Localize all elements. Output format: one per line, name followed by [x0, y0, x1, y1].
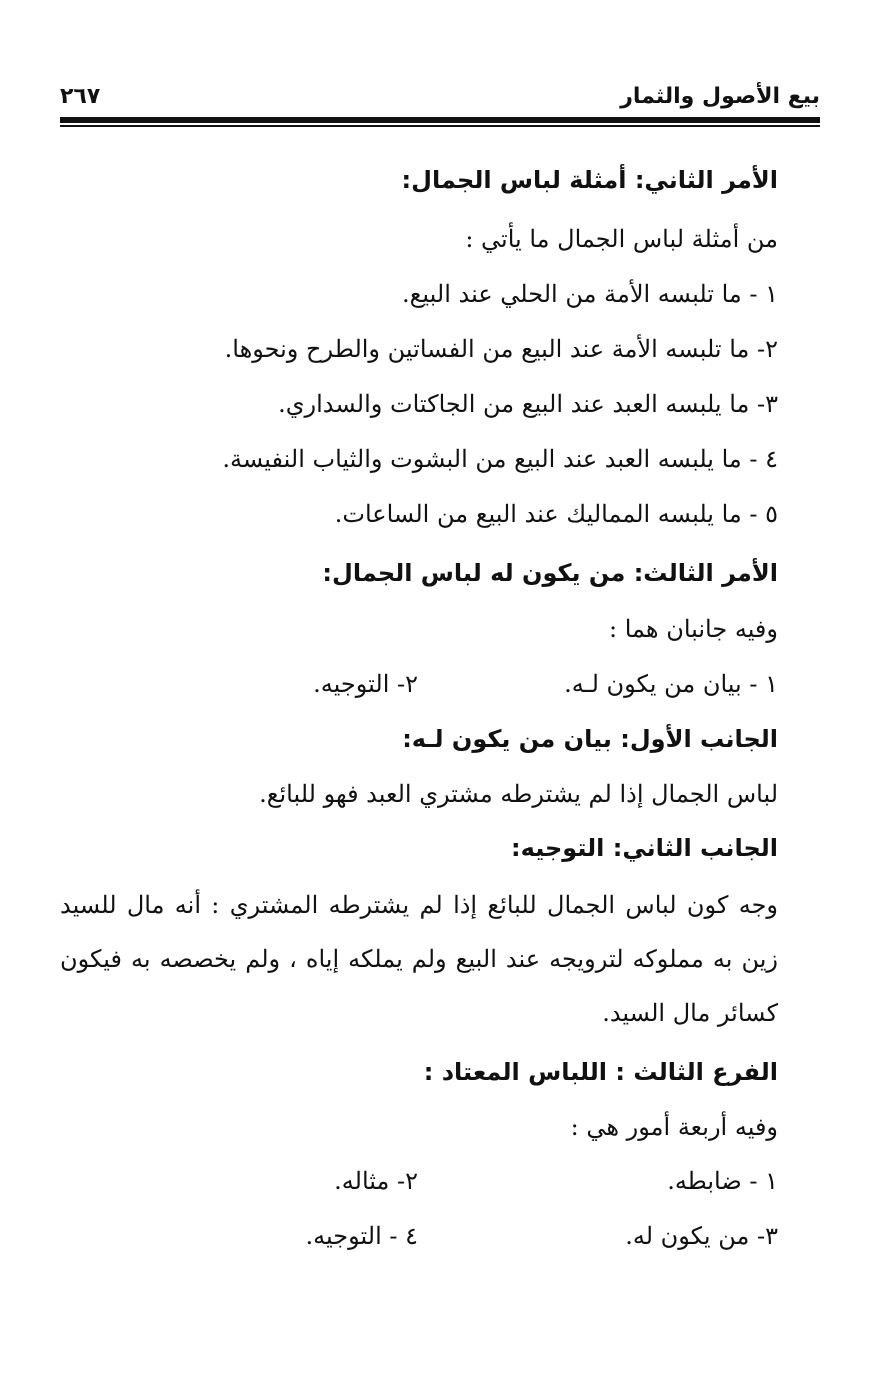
section2-intro: من أمثلة لباس الجمال ما يأتي : [465, 225, 778, 253]
side2-text: وجه كون لباس الجمال للبائع إذا لم يشترطه المشتري : أنه مال للسيد زين به مملوكه لترويجه عند البيع ولم يملكه إياه ، ولم يخصصه به فيكون كسائر مال السيد. [60, 891, 778, 1027]
running-title: بيع الأصول والثمار [620, 84, 820, 109]
branch3-row-2 [258, 1219, 778, 1253]
branch3-intro: وفيه أربعة أمور هي : [570, 1113, 778, 1141]
aspects-row [258, 667, 778, 701]
list-item: ٣- ما يلبسه العبد عند البيع من الجاكتات والسداري. [278, 390, 778, 418]
side2-heading: الجانب الثاني: التوجيه: [511, 834, 778, 862]
section2-heading: الأمر الثاني: أمثلة لباس الجمال: [401, 166, 778, 194]
section3-intro: وفيه جانبان هما : [609, 615, 778, 643]
section3-heading: الأمر الثالث: من يكون له لباس الجمال: [322, 559, 778, 587]
aspect-2: ٢- التوجيه. [313, 670, 418, 698]
aspect-1: ١ - بيان من يكون لـه. [564, 670, 778, 698]
page-number: ٢٦٧ [60, 84, 101, 109]
branch3-item-1: ١ - ضابطه. [667, 1167, 778, 1195]
branch3-heading: الفرع الثالث : اللباس المعتاد : [423, 1058, 778, 1086]
side1-text: لباس الجمال إذا لم يشترطه مشتري العبد فهو للبائع. [259, 780, 778, 808]
list-item: ٢- ما تلبسه الأمة عند البيع من الفساتين والطرح ونحوها. [224, 335, 778, 363]
side1-heading: الجانب الأول: بيان من يكون لـه: [402, 725, 778, 753]
branch3-item-2: ٢- مثاله. [334, 1167, 418, 1195]
list-item: ١ - ما تلبسه الأمة من الحلي عند البيع. [402, 280, 778, 308]
branch3-row-1 [258, 1164, 778, 1198]
list-item: ٤ - ما يلبسه العبد عند البيع من البشوت والثياب النفيسة. [222, 445, 778, 473]
list-item: ٥ - ما يلبسه المماليك عند البيع من الساعات. [334, 500, 778, 528]
branch3-item-3: ٣- من يكون له. [625, 1222, 778, 1250]
branch3-item-4: ٤ - التوجيه. [305, 1222, 418, 1250]
